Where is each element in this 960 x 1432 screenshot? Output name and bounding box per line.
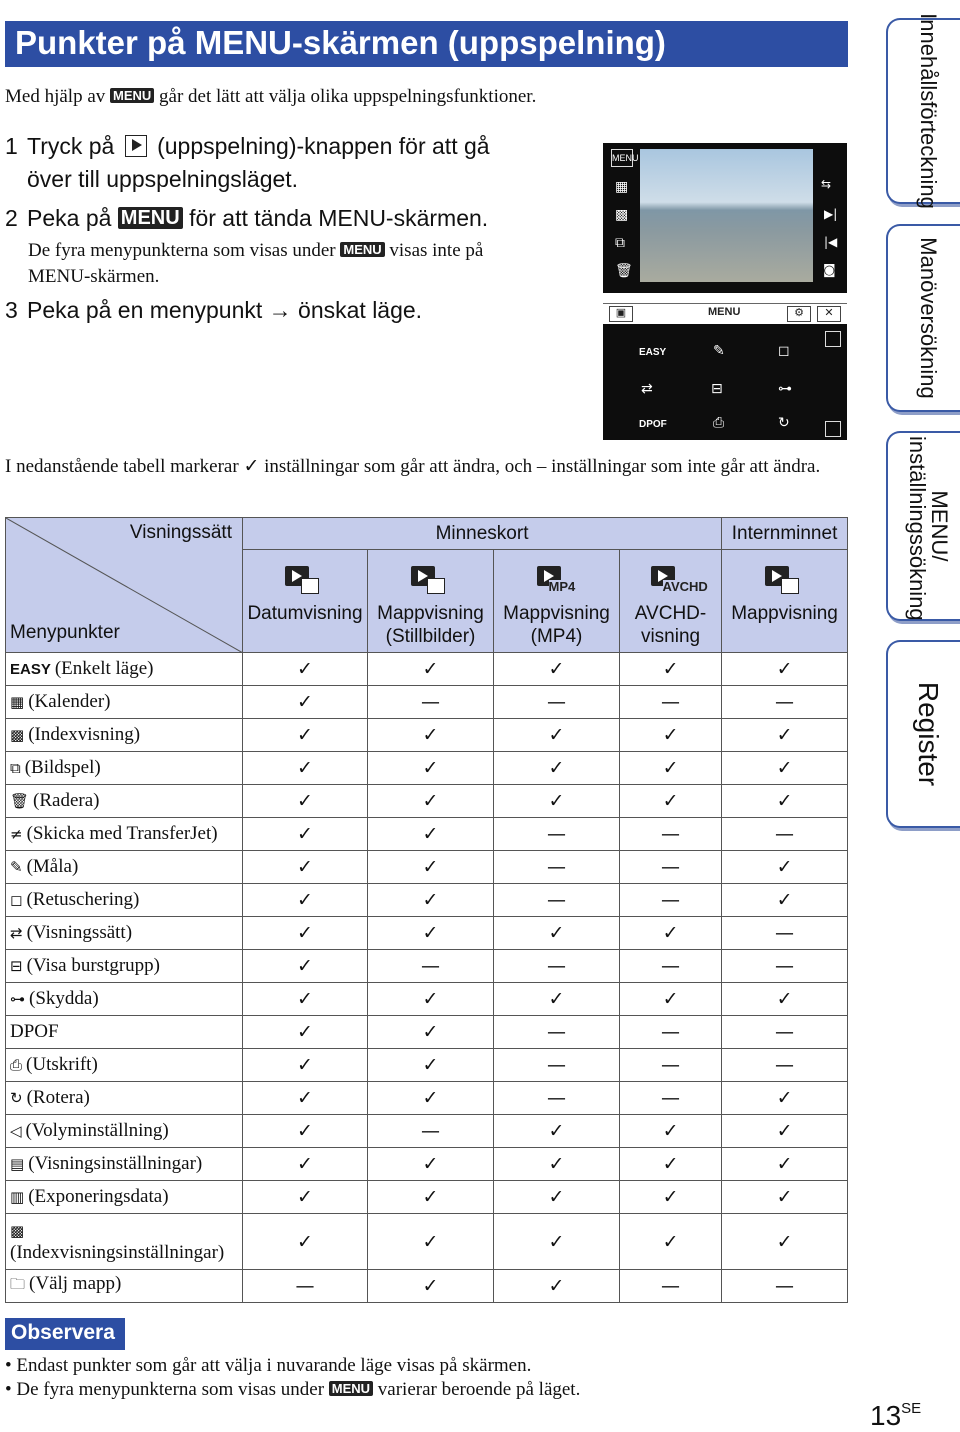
check-mark: ✓ xyxy=(243,785,368,818)
scroll-up-icon xyxy=(825,331,841,347)
menu-item-label: (Välj mapp) xyxy=(29,1273,122,1294)
check-mark: ✓ xyxy=(620,983,722,1016)
table-row xyxy=(6,686,848,719)
check-mark: ✓ xyxy=(368,983,494,1016)
dash-mark: — xyxy=(722,818,848,851)
check-mark: ✓ xyxy=(620,752,722,785)
corner-bottom-label: Menypunkter xyxy=(10,622,120,643)
check-mark: ✓ xyxy=(722,653,848,686)
check-mark: ✓ xyxy=(243,686,368,719)
gear-icon: ⚙ xyxy=(787,306,811,322)
group-header-internal-memory: Internminnet xyxy=(722,518,848,550)
view-mode-icon: ⇄ xyxy=(641,381,653,397)
check-mark: ✓ xyxy=(243,851,368,884)
menu-badge-icon: MENU xyxy=(340,242,384,257)
page-number xyxy=(870,1400,921,1432)
column-label: Mappvisning xyxy=(503,603,610,624)
table-row xyxy=(6,785,848,818)
dash-mark: — xyxy=(620,950,722,983)
tab-menu-settings-search[interactable] xyxy=(886,431,960,621)
check-mark: ✓ xyxy=(494,1181,620,1214)
check-mark: ✓ xyxy=(494,1214,620,1270)
check-mark: ✓ xyxy=(722,851,848,884)
step-1 xyxy=(5,130,490,196)
menu-item-label: (Visningssätt) xyxy=(26,922,133,943)
check-mark: ✓ xyxy=(494,983,620,1016)
observe-bullet-1: • Endast punkter som går att välja i nuvarande läge visas på skärmen. xyxy=(5,1355,532,1376)
dash-mark: — xyxy=(722,950,848,983)
check-mark: ✓ xyxy=(368,653,494,686)
check-mark: ✓ xyxy=(722,785,848,818)
check-mark: ✓ xyxy=(368,851,494,884)
table-corner-cell xyxy=(6,518,243,653)
dash-mark: — xyxy=(243,1270,368,1303)
trash-icon: 🗑 xyxy=(615,263,633,279)
protect-key-icon: ⊶ xyxy=(778,381,792,397)
check-mark: ✓ xyxy=(494,653,620,686)
table-row xyxy=(6,818,848,851)
column-label: Mappvisning xyxy=(377,603,484,624)
menu-items-table xyxy=(5,517,848,1303)
menu-item-cell xyxy=(6,884,243,917)
check-mark: ✓ xyxy=(368,884,494,917)
check-mark: ✓ xyxy=(722,752,848,785)
menu-item-cell xyxy=(6,752,243,785)
dash-mark: — xyxy=(620,1270,722,1303)
check-mark: ✓ xyxy=(243,719,368,752)
burst-group-icon: ⊟ xyxy=(10,957,23,975)
menu-item-label: (Exponeringsdata) xyxy=(28,1186,169,1207)
check-mark: ✓ xyxy=(494,752,620,785)
step-text: Peka på xyxy=(27,205,118,231)
check-mark: ✓ xyxy=(722,1214,848,1270)
check-mark: ✓ xyxy=(243,1181,368,1214)
dash-mark: — xyxy=(494,1016,620,1049)
check-mark: ✓ xyxy=(243,1115,368,1148)
burst-group-icon: ⊟ xyxy=(711,381,723,397)
step-2-note xyxy=(28,238,483,290)
menu-item-label: (Enkelt läge) xyxy=(54,658,154,679)
table-row xyxy=(6,653,848,686)
dash-mark: — xyxy=(368,950,494,983)
menu-item-label: (Måla) xyxy=(26,856,79,877)
check-mark: ✓ xyxy=(620,1148,722,1181)
menu-icon: MENU xyxy=(611,149,633,167)
check-mark: ✓ xyxy=(368,1082,494,1115)
table-row xyxy=(6,1270,848,1303)
menu-item-cell xyxy=(6,1115,243,1148)
column-sublabel: (Stillbilder) xyxy=(385,626,476,647)
table-row xyxy=(6,950,848,983)
dash-mark: — xyxy=(494,818,620,851)
scroll-down-icon xyxy=(825,421,841,437)
menu-item-cell xyxy=(6,851,243,884)
intro-before: Med hjälp av xyxy=(5,86,111,107)
observe-heading-bar xyxy=(5,1318,125,1350)
check-mark: ✓ xyxy=(368,1049,494,1082)
menu-item-cell xyxy=(6,785,243,818)
tab-operation-search[interactable] xyxy=(886,224,960,412)
menu-item-cell xyxy=(6,983,243,1016)
step-3 xyxy=(5,294,422,327)
protect-key-icon: ⊶ xyxy=(10,990,25,1008)
previous-icon: |◀ xyxy=(824,235,838,249)
step-text: för att tända MENU-skärmen. xyxy=(182,205,489,231)
tab-label: MENU/ inställningssökning xyxy=(905,436,952,621)
table-row xyxy=(6,1214,848,1270)
dash-mark: — xyxy=(494,1082,620,1115)
column-header xyxy=(494,550,620,653)
check-mark: ✓ xyxy=(620,785,722,818)
table-row xyxy=(6,1148,848,1181)
dash-mark: — xyxy=(722,1049,848,1082)
check-mark: ✓ xyxy=(494,917,620,950)
tab-label: Innehållsförteckning xyxy=(916,13,941,209)
check-mark: ✓ xyxy=(243,1148,368,1181)
check-mark: ✓ xyxy=(243,950,368,983)
exposure-data-icon: ▥ xyxy=(10,1188,25,1206)
camera-screen-illustration xyxy=(603,143,847,440)
check-mark: ✓ xyxy=(368,1181,494,1214)
check-mark: ✓ xyxy=(722,1148,848,1181)
column-header xyxy=(620,550,722,653)
playback-mode-icon xyxy=(411,566,451,596)
column-header xyxy=(722,550,848,653)
check-mark: ✓ xyxy=(368,719,494,752)
check-mark: ✓ xyxy=(243,818,368,851)
menu-badge-icon: MENU xyxy=(110,88,154,103)
index-icon: ▩ xyxy=(615,207,629,223)
dash-mark: — xyxy=(620,884,722,917)
page-title: Punkter på MENU-skärmen (uppspelning) xyxy=(15,24,666,61)
next-icon: ▶| xyxy=(824,207,838,221)
format-badge: AVCHD xyxy=(662,579,708,594)
view-mode-icon: ⇄ xyxy=(10,924,23,942)
rotate-icon: ↻ xyxy=(778,415,790,431)
menu-badge-icon: MENU xyxy=(118,207,183,229)
table-row xyxy=(6,719,848,752)
menu-item-cell xyxy=(6,1148,243,1181)
intro-text xyxy=(5,86,536,108)
menu-item-cell xyxy=(6,653,243,686)
menu-item-label: (Visningsinställningar) xyxy=(28,1153,203,1174)
table-row xyxy=(6,983,848,1016)
page-number-value: 13 xyxy=(870,1400,902,1431)
check-mark: ✓ xyxy=(620,1214,722,1270)
check-mark: ✓ xyxy=(368,1148,494,1181)
camera-icon: ◙ xyxy=(823,263,836,278)
bullet-text: De fyra menypunkterna som visas under xyxy=(16,1379,329,1400)
check-mark: ✓ xyxy=(722,884,848,917)
dpof-icon: DPOF xyxy=(639,419,667,430)
calendar-icon: ▦ xyxy=(615,179,629,195)
menu-item-cell xyxy=(6,1270,243,1303)
menu-item-cell xyxy=(6,1181,243,1214)
menu-item-cell xyxy=(6,686,243,719)
menu-item-label: (Rotera) xyxy=(26,1087,90,1108)
menu-item-cell xyxy=(6,1049,243,1082)
table-intro-text: I nedanstående tabell markerar xyxy=(5,456,244,477)
step-number: 2 xyxy=(5,205,18,231)
column-label: Mappvisning xyxy=(731,603,838,624)
dash-mark: — xyxy=(620,686,722,719)
check-mark: ✓ xyxy=(722,1115,848,1148)
note-text: De fyra menypunkterna som visas under xyxy=(28,240,341,261)
slideshow-icon: ⧉ xyxy=(615,235,625,251)
dash-mark: — xyxy=(722,686,848,719)
beach-photo xyxy=(640,149,813,282)
check-mark: ✓ xyxy=(243,1082,368,1115)
paint-icon: ✎ xyxy=(713,343,725,359)
check-mark: ✓ xyxy=(368,1270,494,1303)
dash-mark: — xyxy=(620,1049,722,1082)
note-text: visas inte på xyxy=(384,240,484,261)
check-mark: ✓ xyxy=(243,917,368,950)
print-icon: ⎙ xyxy=(10,1056,23,1074)
note-text: MENU-skärmen. xyxy=(28,266,160,287)
check-mark: ✓ xyxy=(620,1115,722,1148)
dash-mark: — xyxy=(368,686,494,719)
retouch-icon: ◻ xyxy=(778,343,790,359)
menu-item-cell xyxy=(6,1082,243,1115)
menu-badge-icon: MENU xyxy=(329,1381,373,1396)
index-settings-icon: ▩ xyxy=(10,1221,25,1240)
easy-icon: EASY xyxy=(639,347,667,358)
check-mark: ✓ xyxy=(368,917,494,950)
table-row xyxy=(6,884,848,917)
menu-item-cell xyxy=(6,719,243,752)
title-bar xyxy=(5,21,848,67)
print-icon: ⎙ xyxy=(713,415,725,431)
check-mark: ✓ xyxy=(368,752,494,785)
tab-index[interactable] xyxy=(886,640,960,828)
column-label: AVCHD- xyxy=(634,603,707,624)
easy-icon: EASY xyxy=(10,661,51,678)
step-text: Peka på en menypunkt → önskat läge. xyxy=(27,297,423,323)
check-icon: ✓ xyxy=(243,455,260,477)
dash-mark: — xyxy=(494,851,620,884)
step-number: 1 xyxy=(5,133,18,159)
dash-mark: — xyxy=(368,1115,494,1148)
check-mark: ✓ xyxy=(620,719,722,752)
dash-mark: — xyxy=(620,851,722,884)
calendar-icon: ▦ xyxy=(10,693,25,711)
menu-item-label: (Bildspel) xyxy=(24,757,101,778)
check-mark: ✓ xyxy=(722,983,848,1016)
check-mark: ✓ xyxy=(494,1148,620,1181)
playback-mode-icon xyxy=(651,566,708,596)
step-number: 3 xyxy=(5,297,18,323)
trash-icon: 🗑 xyxy=(10,792,30,810)
format-badge: MP4 xyxy=(548,579,576,594)
check-mark: ✓ xyxy=(368,1214,494,1270)
column-sublabel: (MP4) xyxy=(530,626,583,647)
menu-item-cell xyxy=(6,950,243,983)
volume-icon: ◁ xyxy=(10,1122,22,1140)
swap-icon: ⇆ xyxy=(821,177,832,191)
menu-item-label: (Visa burstgrupp) xyxy=(26,955,160,976)
check-mark: ✓ xyxy=(368,785,494,818)
column-label: Datumvisning xyxy=(247,603,363,624)
menu-item-label: (Utskrift) xyxy=(26,1054,98,1075)
table-intro-text: inställningar som går att ändra, och – inställningar som inte går att ändra. xyxy=(259,456,821,477)
table-row xyxy=(6,1115,848,1148)
dash-mark: — xyxy=(494,1049,620,1082)
bullet-text: Endast punkter som går att välja i nuvarande läge visas på skärmen. xyxy=(16,1355,532,1376)
check-mark: ✓ xyxy=(722,719,848,752)
rotate-icon: ↻ xyxy=(10,1089,23,1107)
dash-mark: — xyxy=(722,917,848,950)
check-mark: ✓ xyxy=(620,917,722,950)
column-header xyxy=(368,550,494,653)
table-row xyxy=(6,917,848,950)
table-row xyxy=(6,1016,848,1049)
close-icon: ✕ xyxy=(817,306,841,322)
dash-mark: — xyxy=(494,884,620,917)
playback-mode-icon xyxy=(765,566,805,596)
menu-item-label: (Retuschering) xyxy=(26,889,140,910)
intro-after: går det lätt att välja olika uppspelningsfunktioner. xyxy=(154,86,537,107)
check-mark: ✓ xyxy=(368,818,494,851)
step-2 xyxy=(5,202,488,235)
check-mark: ✓ xyxy=(243,884,368,917)
check-mark: ✓ xyxy=(494,785,620,818)
group-header-memory-card: Minneskort xyxy=(243,518,722,550)
check-mark: ✓ xyxy=(243,1016,368,1049)
check-mark: ✓ xyxy=(494,1115,620,1148)
dash-mark: — xyxy=(494,686,620,719)
folder-icon: 🗀 xyxy=(10,1275,26,1293)
check-mark: ✓ xyxy=(494,1270,620,1303)
table-intro xyxy=(5,453,847,480)
step-text: över till uppspelningsläget. xyxy=(27,166,299,192)
check-mark: ✓ xyxy=(620,653,722,686)
check-mark: ✓ xyxy=(243,752,368,785)
slideshow-icon: ⧉ xyxy=(10,759,21,777)
check-mark: ✓ xyxy=(243,1049,368,1082)
menu-item-cell xyxy=(6,1214,243,1270)
playback-mode-icon xyxy=(285,566,325,596)
menu-item-cell xyxy=(6,1016,243,1049)
table-row xyxy=(6,1049,848,1082)
menu-item-label: (Indexvisning) xyxy=(28,724,141,745)
menu-item-label: (Volyminställning) xyxy=(25,1120,169,1141)
check-mark: ✓ xyxy=(494,719,620,752)
menu-label: MENU xyxy=(708,306,741,318)
corner-top-label: Visningssätt xyxy=(129,522,232,543)
column-header xyxy=(243,550,368,653)
observe-bullet-2: • De fyra menypunkterna som visas under MENU varierar beroende på läget. xyxy=(5,1379,581,1400)
table-row xyxy=(6,851,848,884)
menu-item-label: (Kalender) xyxy=(28,691,111,712)
menu-item-label: (Skydda) xyxy=(29,988,99,1009)
check-mark: ✓ xyxy=(243,983,368,1016)
playback-mode-icon xyxy=(537,566,577,596)
dash-mark: — xyxy=(620,818,722,851)
menu-item-label: (Skicka med TransferJet) xyxy=(26,823,218,844)
menu-item-cell xyxy=(6,917,243,950)
check-mark: ✓ xyxy=(722,1082,848,1115)
check-mark: ✓ xyxy=(368,1016,494,1049)
menu-item-label: (Radera) xyxy=(33,790,100,811)
check-mark: ✓ xyxy=(722,1181,848,1214)
playback-icon xyxy=(125,135,147,157)
column-sublabel xyxy=(243,625,367,648)
dash-mark: — xyxy=(494,950,620,983)
dash-mark: — xyxy=(620,1082,722,1115)
step-text: Tryck på xyxy=(27,133,121,159)
tab-label: Register xyxy=(913,681,944,787)
display-settings-icon: ▤ xyxy=(10,1155,25,1173)
tab-label: Manöversökning xyxy=(916,237,941,399)
menu-item-label: (Indexvisningsinställningar) xyxy=(10,1241,225,1263)
page-suffix: SE xyxy=(901,1400,922,1417)
dash-mark: — xyxy=(722,1016,848,1049)
table-row xyxy=(6,1181,848,1214)
paint-icon: ✎ xyxy=(10,858,23,876)
menu-item-cell xyxy=(6,818,243,851)
index-icon: ▩ xyxy=(10,726,25,744)
dash-mark: — xyxy=(722,1270,848,1303)
transferjet-icon: ≠ xyxy=(10,825,23,843)
column-sublabel xyxy=(722,625,847,648)
check-mark: ✓ xyxy=(620,1181,722,1214)
column-sublabel: visning xyxy=(640,626,701,647)
dash-mark: — xyxy=(620,1016,722,1049)
tab-table-of-contents[interactable] xyxy=(886,13,960,209)
table-row xyxy=(6,752,848,785)
check-mark: ✓ xyxy=(243,653,368,686)
bullet-text: varierar beroende på läget. xyxy=(373,1379,581,1400)
observe-heading: Observera xyxy=(11,1321,115,1344)
table-row xyxy=(6,1082,848,1115)
retouch-icon: ◻ xyxy=(10,891,23,909)
toolbox-icon: ▣ xyxy=(609,306,633,322)
dpof-label: DPOF xyxy=(10,1021,59,1042)
step-text: (uppspelning)-knappen för att gå xyxy=(150,133,490,159)
check-mark: ✓ xyxy=(243,1214,368,1270)
